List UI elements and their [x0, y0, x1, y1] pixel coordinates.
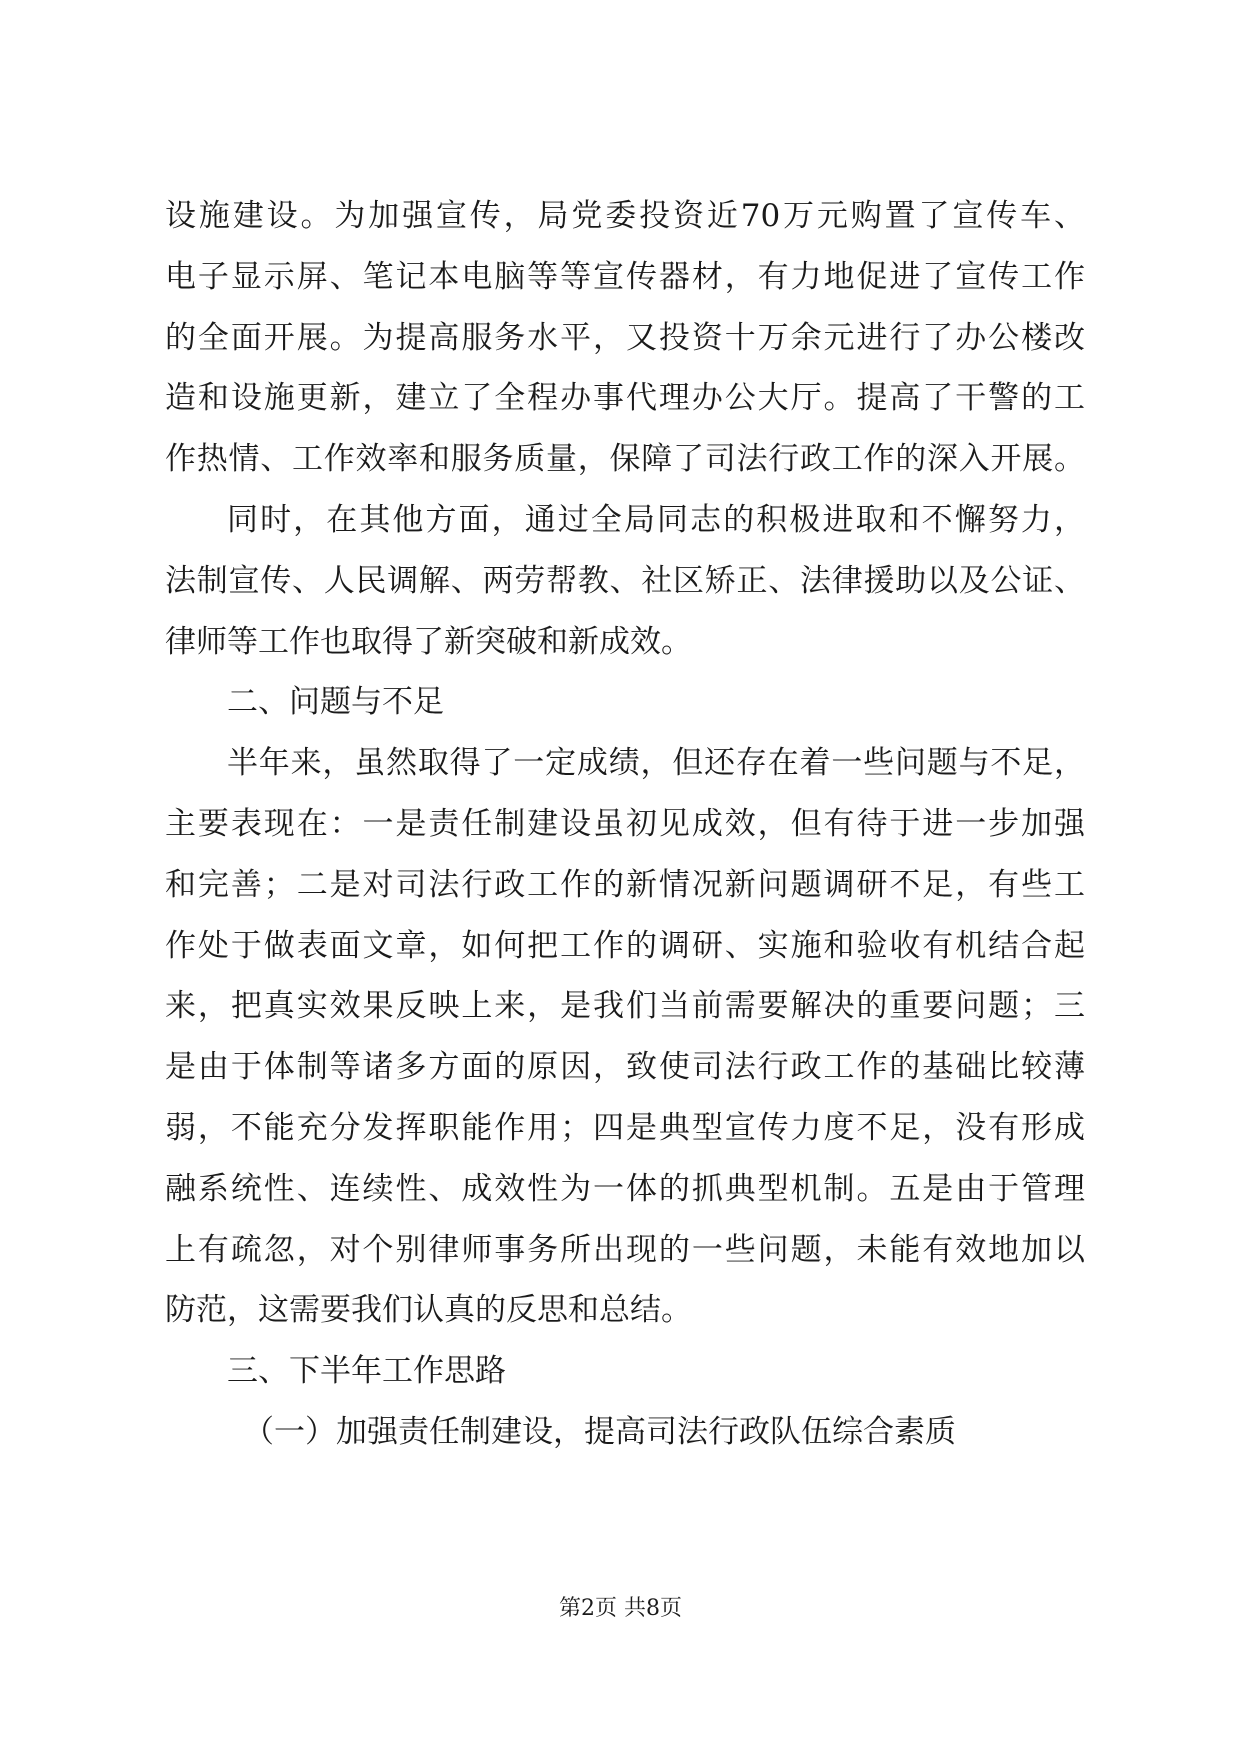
paragraph-line: 防范，这需要我们认真的反思和总结。 [165, 1292, 692, 1329]
paragraph-line: 同时，在其他方面，通过全局同志的积极进取和不懈努力， [227, 501, 1085, 538]
paragraph-line: 融系统性、连续性、成效性为一体的抓典型机制。五是由于管理 [165, 1170, 1085, 1207]
paragraph-line: 弱，不能充分发挥职能作用；四是典型宣传力度不足，没有形成 [165, 1109, 1085, 1146]
paragraph-line: 来，把真实效果反映上来，是我们当前需要解决的重要问题；三 [165, 988, 1085, 1025]
paragraph-line: 电子显示屏、笔记本电脑等等宣传器材，有力地促进了宣传工作 [165, 258, 1085, 295]
paragraph-line: 作热情、工作效率和服务质量，保障了司法行政工作的深入开展。 [165, 441, 1085, 478]
paragraph-line: 是由于体制等诸多方面的原因，致使司法行政工作的基础比较薄 [165, 1049, 1085, 1086]
paragraph-line: 和完善；二是对司法行政工作的新情况新问题调研不足，有些工 [165, 866, 1085, 903]
paragraph-line: 作处于做表面文章，如何把工作的调研、实施和验收有机结合起 [165, 927, 1085, 964]
section-heading: 二、问题与不足 [227, 684, 444, 721]
subsection-heading: （一）加强责任制建设，提高司法行政队伍综合素质 [243, 1413, 956, 1450]
document-body [165, 186, 1085, 1463]
paragraph-line: 设施建设。为加强宣传，局党委投资近70万元购置了宣传车、 [165, 198, 1085, 234]
page-number-footer: 第2页 共8页 [559, 1596, 682, 1621]
paragraph-line: 半年来，虽然取得了一定成绩，但还存在着一些问题与不足， [227, 745, 1085, 782]
paragraph-line: 的全面开展。为提高服务水平，又投资十万余元进行了办公楼改 [165, 319, 1085, 356]
section-heading: 三、下半年工作思路 [227, 1353, 506, 1390]
paragraph-line: 主要表现在：一是责任制建设虽初见成效，但有待于进一步加强 [165, 805, 1085, 842]
paragraph-line: 上有疏忽，对个别律师事务所出现的一些问题，未能有效地加以 [165, 1231, 1085, 1268]
paragraph-line: 法制宣传、人民调解、两劳帮教、社区矫正、法律援助以及公证、 [165, 562, 1085, 599]
paragraph-line: 律师等工作也取得了新突破和新成效。 [165, 623, 692, 660]
paragraph-line: 造和设施更新，建立了全程办事代理办公大厅。提高了干警的工 [165, 380, 1085, 417]
